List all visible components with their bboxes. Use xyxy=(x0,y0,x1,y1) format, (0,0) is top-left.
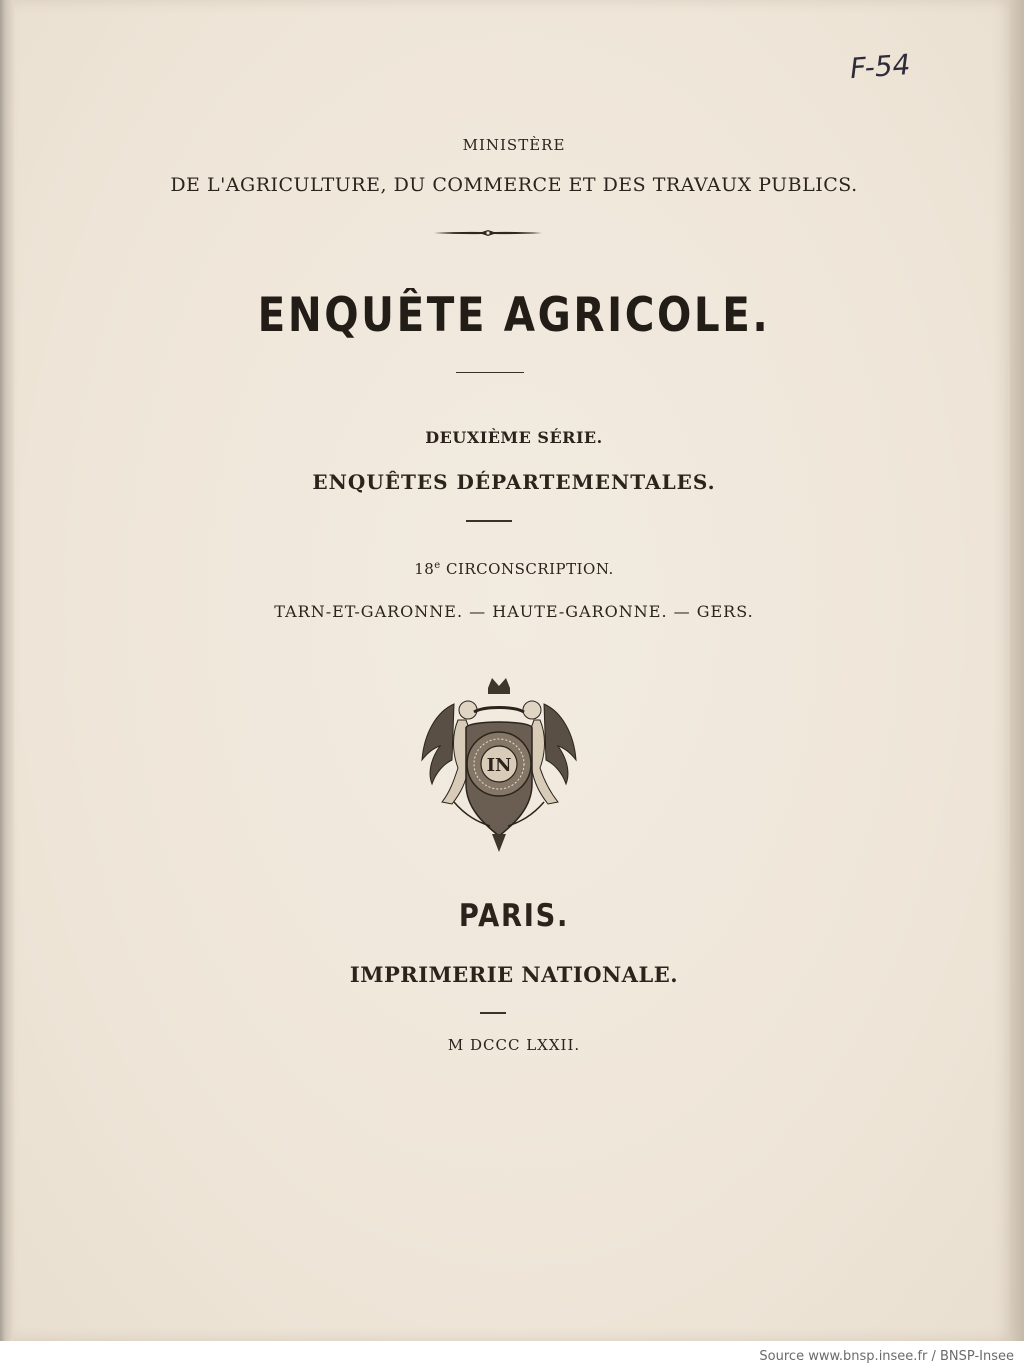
divider-rule xyxy=(466,520,512,522)
emblem-monogram: IN xyxy=(486,755,512,776)
imprimerie-nationale-emblem-icon xyxy=(406,676,592,854)
page-right-edge xyxy=(1010,0,1024,1341)
divider-rule xyxy=(456,372,524,373)
imprint-publisher: IMPRIMERIE NATIONALE. xyxy=(349,962,679,987)
circonscription-suffix: e xyxy=(434,560,441,571)
handwritten-shelfmark: F-54 xyxy=(848,47,912,86)
serie-label: DEUXIÈME SÉRIE. xyxy=(425,428,603,447)
circonscription-number: 18 xyxy=(414,560,435,578)
ornamental-rule xyxy=(432,227,544,239)
title-page-sheet xyxy=(14,0,1014,1341)
imprint-city: PARIS. xyxy=(458,898,570,934)
circonscription-line xyxy=(14,560,1014,578)
divider-rule xyxy=(480,1012,506,1014)
serie-title: ENQUÊTES DÉPARTEMENTALES. xyxy=(312,470,716,494)
ministry-name: DE L'AGRICULTURE, DU COMMERCE ET DES TRAVAUX PUBLICS. xyxy=(170,174,858,196)
source-credit: Source www.bnsp.insee.fr / BNSP-Insee xyxy=(759,1349,1014,1364)
imprint-year: M DCCC LXXII. xyxy=(447,1036,581,1054)
departments-line: TARN-ET-GARONNE. — HAUTE-GARONNE. — GERS. xyxy=(274,602,754,621)
ministere-label: MINISTÈRE xyxy=(462,136,566,154)
main-title: ENQUÊTE AGRICOLE. xyxy=(257,288,771,343)
circonscription-label: CIRCONSCRIPTION. xyxy=(440,560,614,578)
book-binding-edge xyxy=(0,0,14,1341)
